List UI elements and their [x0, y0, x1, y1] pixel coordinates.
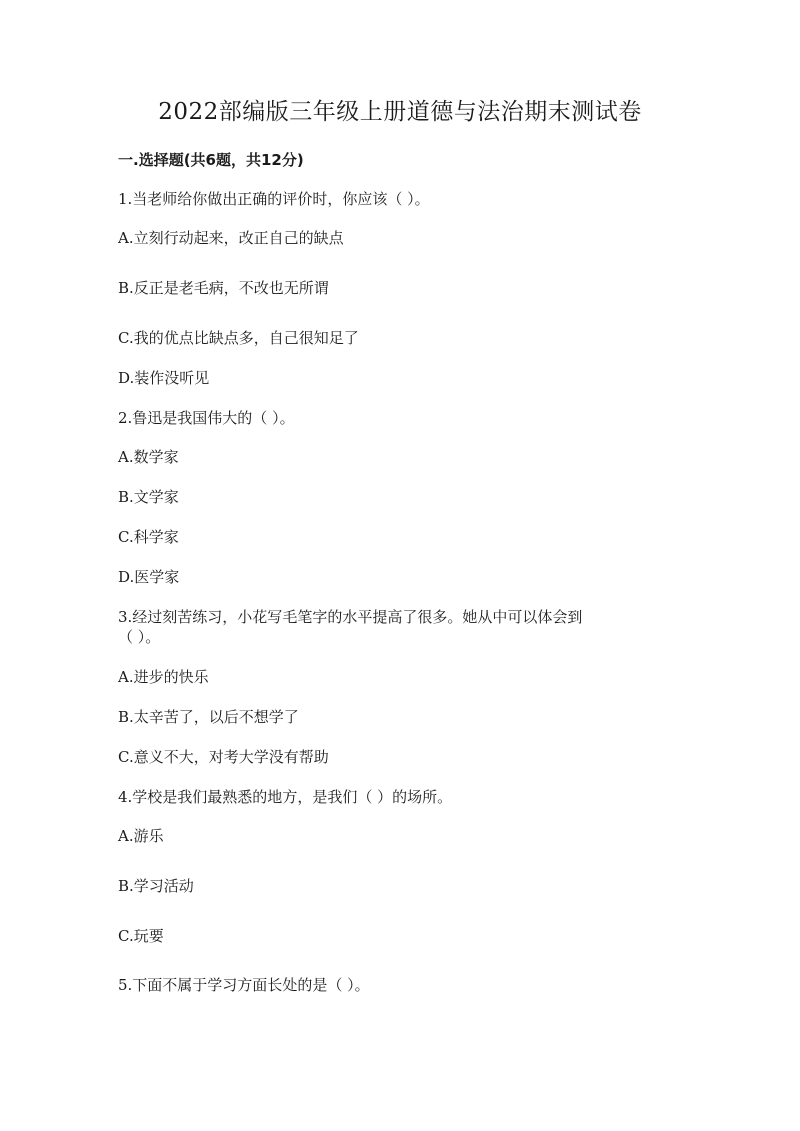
question-4-stem: 4.学校是我们最熟悉的地方，是我们（ ）的场所。	[118, 788, 453, 806]
question-1-option-a: A.立刻行动起来，改正自己的缺点	[118, 229, 344, 247]
question-1-stem: 1.当老师给你做出正确的评价时，你应该（ ）。	[118, 190, 430, 208]
question-4-option-b: B.学习活动	[118, 877, 194, 895]
question-3-stem: 3.经过刻苦练习，小花写毛笔字的水平提高了很多。她从中可以体会到	[118, 608, 583, 626]
question-2-option-a: A.数学家	[118, 448, 179, 466]
question-4-option-a: A.游乐	[118, 827, 164, 845]
question-2-stem: 2.鲁迅是我国伟大的（ ）。	[118, 409, 295, 427]
question-1-option-d: D.装作没听见	[118, 369, 210, 387]
question-3-option-a: A.进步的快乐	[118, 668, 209, 686]
question-3-option-c: C.意义不大，对考大学没有帮助	[118, 748, 329, 766]
question-5-stem: 5.下面不属于学习方面长处的是（ ）。	[118, 976, 370, 994]
section-title: 一.选择题(共6题，共12分)	[118, 151, 304, 169]
question-1-option-b: B.反正是老毛病，不改也无所谓	[118, 279, 329, 297]
question-2-option-d: D.医学家	[118, 568, 180, 586]
question-1-option-c: C.我的优点比缺点多，自己很知足了	[118, 329, 359, 347]
question-4-option-c: C.玩要	[118, 927, 164, 945]
question-2-option-b: B.文学家	[118, 488, 179, 506]
question-3-option-b: B.太辛苦了，以后不想学了	[118, 708, 299, 726]
question-2-option-c: C.科学家	[118, 528, 179, 546]
page-title: 2022部编版三年级上册道德与法治期末测试卷	[158, 99, 642, 125]
question-3-stem-continued: （ ）。	[118, 628, 161, 646]
